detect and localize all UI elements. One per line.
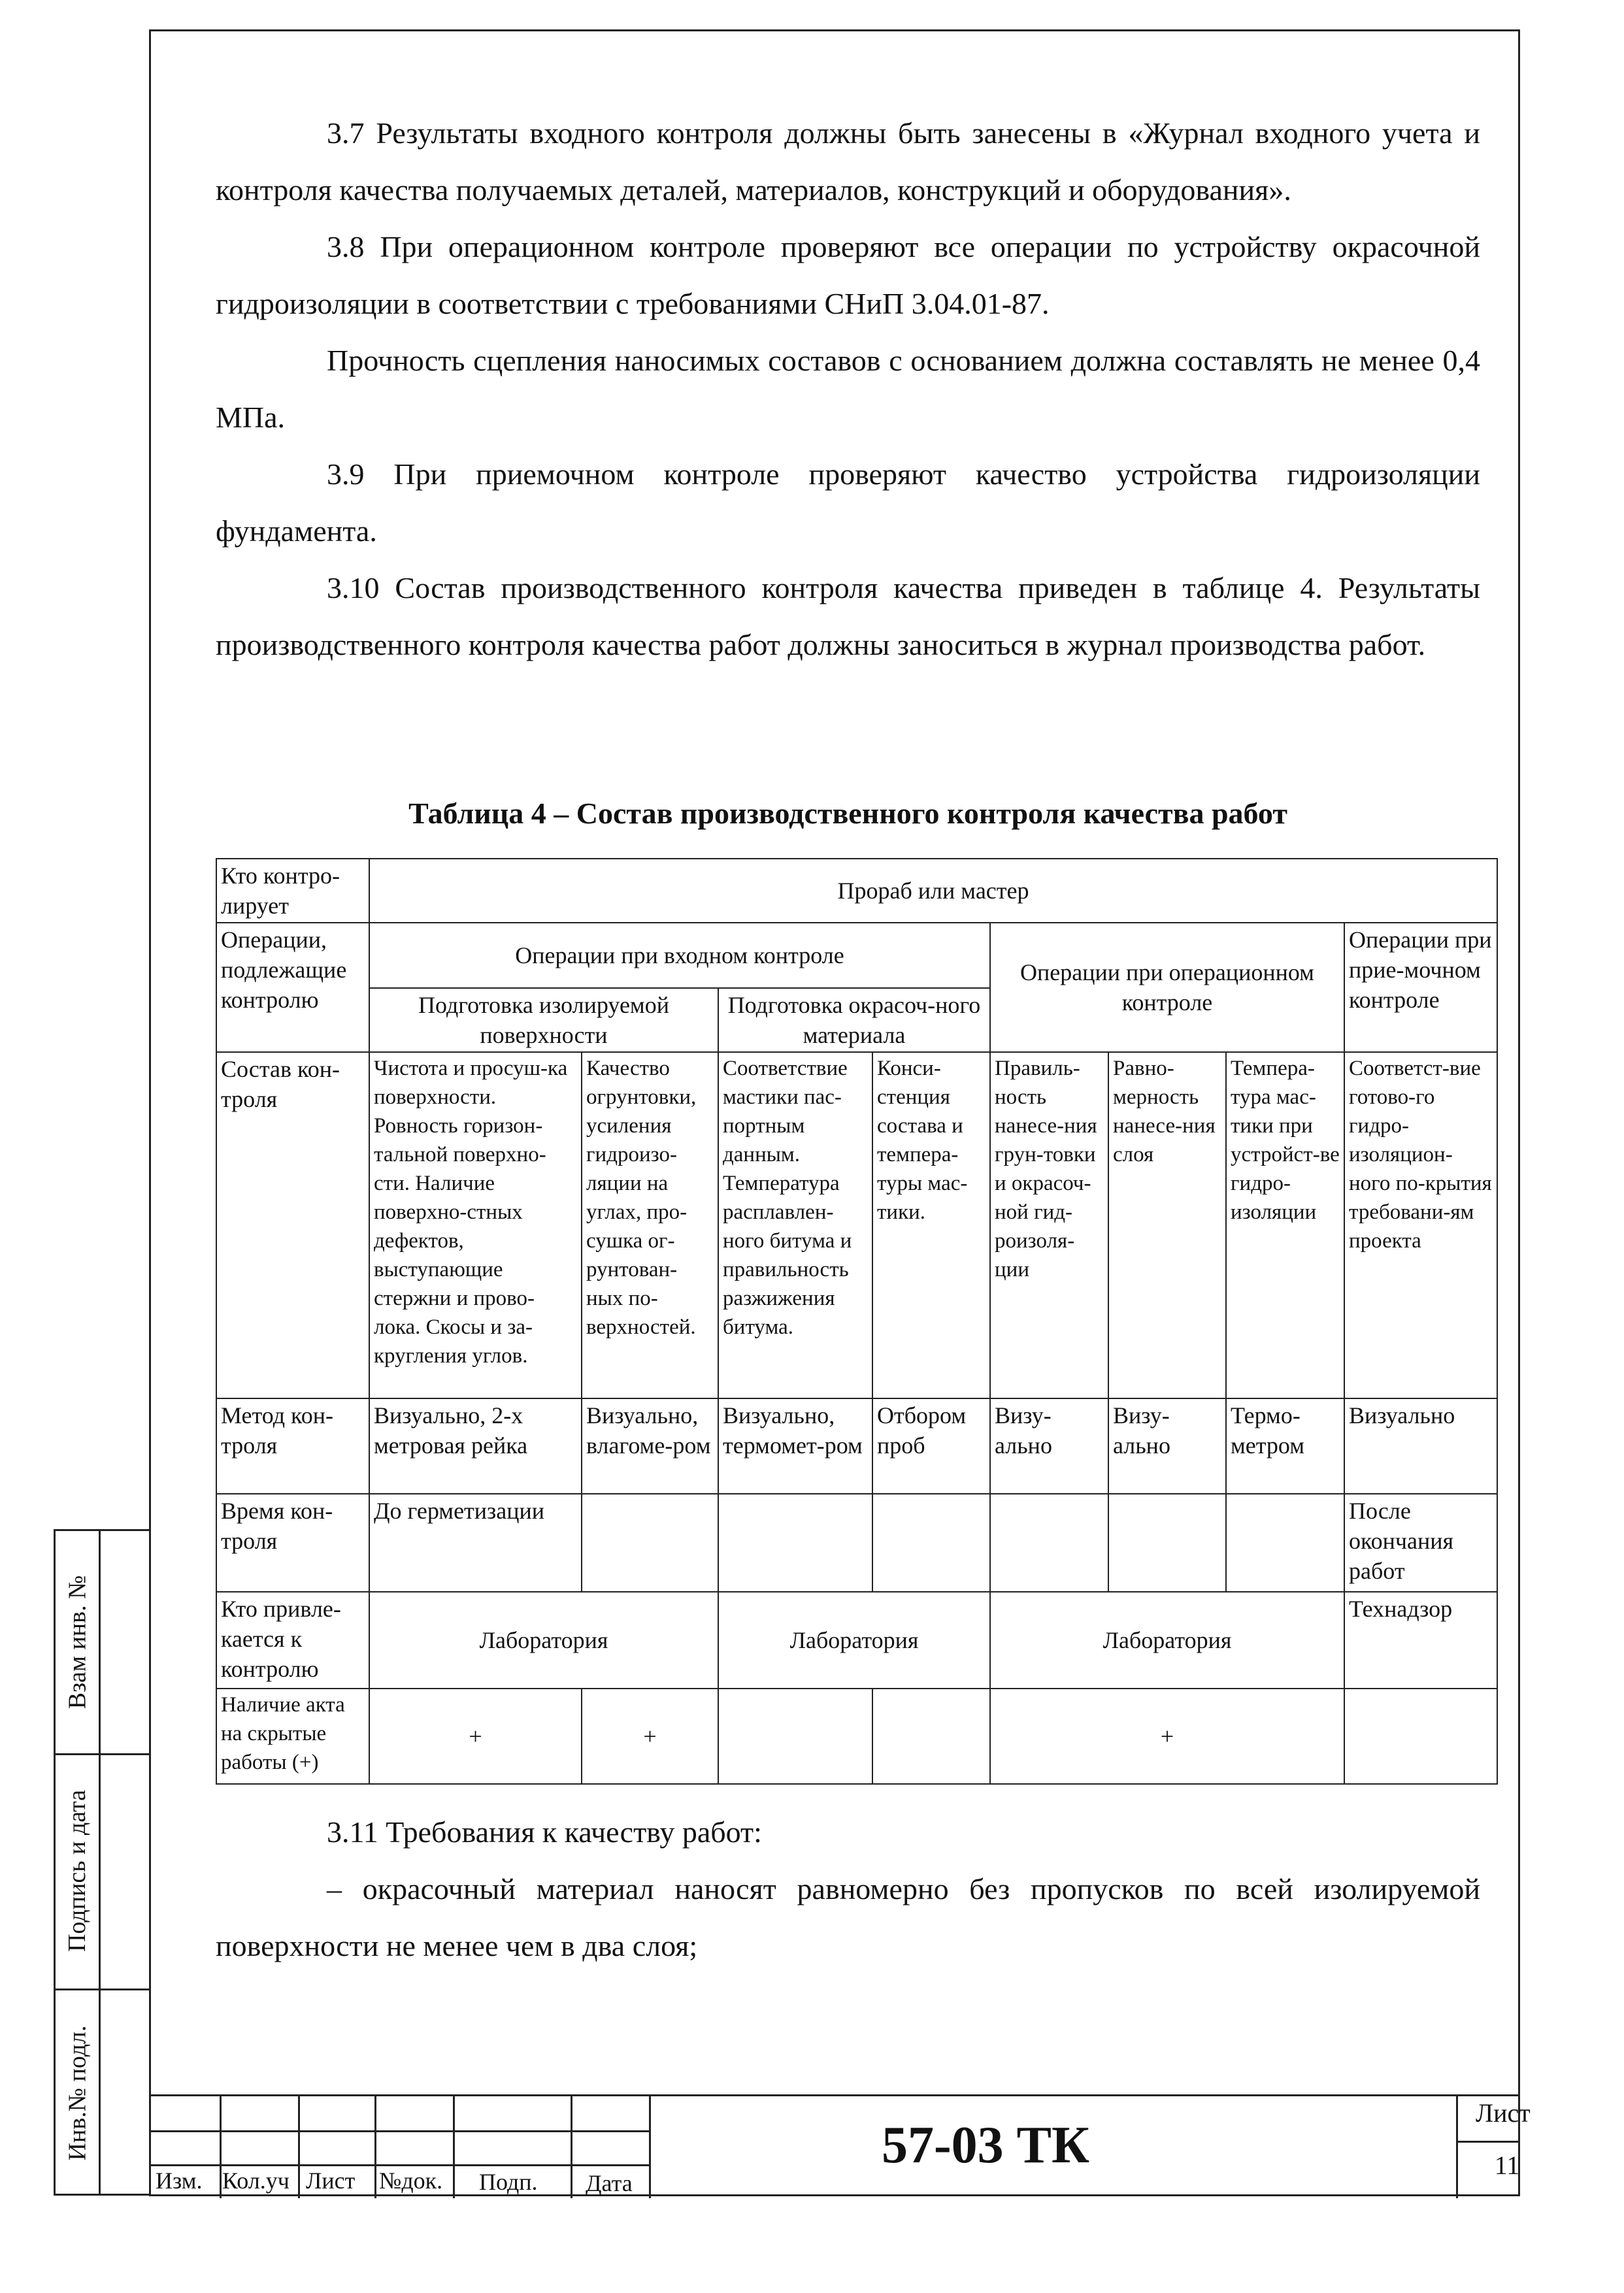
side-label-inv-original: Инв.№ подл. (63, 2025, 91, 2161)
tb-divider (1456, 2096, 1458, 2198)
tb-divider (374, 2096, 376, 2198)
method-cell: Термо-метром (1226, 1398, 1344, 1494)
composition-cell: Конси-стенция состава и темпера-туры мас-тики. (872, 1052, 990, 1398)
tb-divider (220, 2096, 222, 2198)
method-cell: Отбором проб (872, 1398, 990, 1494)
act-label: Наличие акта на скрытые работы (+) (216, 1689, 369, 1784)
tb-divider (149, 2164, 649, 2166)
involved-lab-cell: Лаборатория (369, 1592, 718, 1689)
tb-label-podp: Подп. (479, 2169, 538, 2195)
tb-divider (298, 2096, 300, 2198)
tb-label-izm: Изм. (156, 2168, 203, 2194)
empty-cell (718, 1494, 872, 1592)
act-plus-cell: + (582, 1689, 718, 1784)
empty-cell (990, 1494, 1108, 1592)
side-label-replace-inv: Взам инв. № (63, 1575, 91, 1709)
sheet-number: 11 (1494, 2151, 1520, 2180)
tb-label-kol: Кол.уч (222, 2168, 290, 2194)
involved-tech-cell: Технадзор (1344, 1592, 1497, 1689)
method-cell: Визуально, влагоме-ром (582, 1398, 718, 1494)
method-label: Метод кон-троля (216, 1398, 369, 1494)
composition-cell: Качество огрунтовки, усиления гидроизо-ляции на углах, про-сушка ог-рунтован-ных по-верхностей. (582, 1052, 718, 1398)
empty-cell (1344, 1689, 1497, 1784)
paragraph-3-11: 3.11 Требования к качеству работ: (327, 1815, 762, 1849)
requirement-item: – окрасочный материал наносят равномерно без пропусков по всей изолируемой поверхности не менее чем в два слоя; (216, 1872, 1480, 1962)
sheet-label: Лист (1476, 2098, 1531, 2128)
method-cell: Визуально (1344, 1398, 1497, 1494)
empty-cell (872, 1494, 990, 1592)
tb-divider (149, 2130, 649, 2132)
involved-label: Кто привле-кается к контролю (216, 1592, 369, 1689)
tb-label-ndok: №док. (379, 2168, 443, 2194)
who-controls-label: Кто контро-лирует (216, 859, 369, 923)
tb-divider (649, 2096, 651, 2198)
tb-divider (453, 2096, 455, 2198)
side-label-signature-date: Подпись и дата (63, 1789, 91, 1953)
table-title: Таблица 4 – Состав производственного контроля качества работ (408, 797, 1287, 830)
incoming-control-header: Операции при входном контроле (369, 923, 990, 988)
paragraph-3-8: 3.8 При операционном контроле проверяют все операции по устройству окрасочной гидроизоляции в соответствии с требованиями СНиП 3.04.01-87. (216, 230, 1480, 320)
act-plus-cell: + (990, 1689, 1344, 1784)
side-divider (99, 1531, 101, 2194)
empty-cell (1108, 1494, 1226, 1592)
who-controls-value: Прораб или мастер (369, 859, 1497, 923)
paragraph-3-9: 3.9 При приемочном контроле проверяют качество устройства гидроизоляции фундамента. (216, 457, 1480, 548)
method-cell: Визуально, 2-х метровая рейка (369, 1398, 582, 1494)
document-code: 57-03 ТК (881, 2117, 1089, 2174)
material-prep-header: Подготовка окрасоч-ного материала (718, 988, 990, 1052)
title-block (149, 2094, 1531, 2196)
involved-lab-cell: Лаборатория (990, 1592, 1344, 1689)
operations-label: Операции, подлежащие контролю (216, 923, 369, 1052)
composition-cell: Соответствие мастики пас-портным данным. Температура расплавлен-ного битума и правильность разжижения битума. (718, 1052, 872, 1398)
quality-requirements (216, 1804, 1480, 1974)
composition-cell: Равно-мерность нанесе-ния слоя (1108, 1052, 1226, 1398)
tb-label-list: Лист (306, 2168, 356, 2194)
composition-label: Состав кон-троля (216, 1052, 369, 1398)
time-label: Время кон-троля (216, 1494, 369, 1592)
involved-lab-cell: Лаборатория (718, 1592, 990, 1689)
composition-cell: Темпера-тура мас-тики при устройст-ве гидро-изоляции (1226, 1052, 1344, 1398)
composition-cell: Соответст-вие готово-го гидро-изоляцион-ного по-крытия требовани-ям проекта (1344, 1052, 1497, 1398)
tb-divider (571, 2096, 572, 2198)
act-plus-cell: + (369, 1689, 582, 1784)
empty-cell (1226, 1494, 1344, 1592)
paragraph-3-7: 3.7 Результаты входного контроля должны быть занесены в «Журнал входного учета и контроля качества получаемых деталей, материалов, конструкций и оборудования». (216, 116, 1480, 206)
body-text (216, 105, 1480, 673)
quality-control-table (216, 858, 1498, 1785)
side-stamp (54, 1529, 149, 2196)
method-cell: Визуально, термомет-ром (718, 1398, 872, 1494)
empty-cell (872, 1689, 990, 1784)
time-before-cell: До герметизации (369, 1494, 582, 1592)
acceptance-control-header: Операции при прие-мочном контроле (1344, 923, 1497, 1052)
operational-control-header: Операции при операционном контроле (990, 923, 1344, 1052)
tb-label-data: Дата (586, 2170, 633, 2196)
method-cell: Визу-ально (1108, 1398, 1226, 1494)
composition-cell: Чистота и просуш-ка поверхности. Ровность горизон-тальной поверхно-сти. Наличие поверхно-стных дефектов, выступающие стержни и прово-лока. Скосы и за-кругления углов. (369, 1052, 582, 1398)
empty-cell (718, 1689, 872, 1784)
paragraph-3-10: 3.10 Состав производственного контроля качества приведен в таблице 4. Результаты производственного контроля качества работ должны заноситься в журнал производства работ. (216, 571, 1480, 661)
surface-prep-header: Подготовка изолируемой поверхности (369, 988, 718, 1052)
method-cell: Визу-ально (990, 1398, 1108, 1494)
time-after-cell: После окончания работ (1344, 1494, 1497, 1592)
tb-divider (1456, 2141, 1520, 2143)
composition-cell: Правиль-ность нанесе-ния грун-товки и окрасоч-ной гид-роизоля-ции (990, 1052, 1108, 1398)
empty-cell (582, 1494, 718, 1592)
paragraph-3-8-strength: Прочность сцепления наносимых составов с основанием должна составлять не менее 0,4 МПа. (216, 344, 1480, 434)
